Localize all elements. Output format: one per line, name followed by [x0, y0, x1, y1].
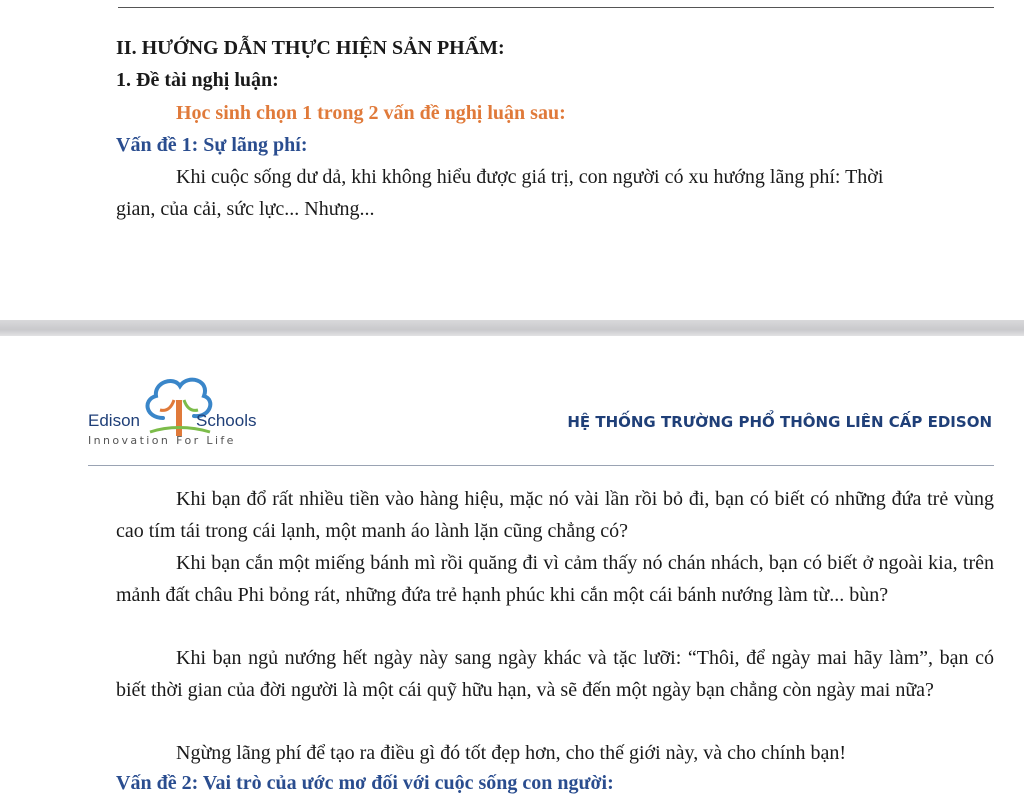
logo-word-edison: Edison: [88, 411, 140, 430]
school-system-title: HỆ THỐNG TRƯỜNG PHỔ THÔNG LIÊN CẤP EDISON: [567, 413, 992, 431]
paragraph-1: Khi bạn đổ rất nhiều tiền vào hàng hiệu, mặc nó vài lần rồi bỏ đi, bạn có biết có những đứa trẻ vùng cao tím tái trong cái lạnh, một manh áo lành lặn cũng chẳng có?: [116, 488, 994, 542]
instruction: Học sinh chọn 1 trong 2 vấn đề nghị luận sau:: [176, 102, 566, 124]
paragraph-4: Ngừng lãng phí để tạo ra điều gì đó tốt đẹp hơn, cho thế giới này, và cho chính bạn!: [176, 742, 846, 764]
top-rule: [118, 7, 994, 8]
issue1-line2: gian, của cải, sức lực... Nhưng...: [116, 198, 375, 220]
issue1-title: Vấn đề 1: Sự lãng phí:: [116, 134, 308, 156]
logo-tagline: Innovation For Life: [88, 434, 236, 447]
issue1-line1: Khi cuộc sống dư dả, khi không hiểu được giá trị, con người có xu hướng lãng phí: Thời: [176, 166, 884, 188]
logo-word-schools: Schools: [196, 411, 257, 430]
paragraph-2: Khi bạn cắn một miếng bánh mì rồi quăng đi vì cảm thấy nó chán nhách, bạn có biết ở ngoài kia, trên mảnh đất châu Phi bỏng rát, những đứa trẻ hạnh phúc khi cắn một cái bánh nướng làm từ... bùn?: [116, 552, 994, 606]
section-heading: II. HƯỚNG DẪN THỰC HIỆN SẢN PHẨM:: [116, 37, 505, 59]
issue2-title-cut-off: Vấn đề 2: Vai trò của ước mơ đối với cuộc sống con người:: [116, 772, 614, 794]
page-gap: [0, 320, 1024, 336]
document-page-1: [0, 0, 1024, 320]
paragraph-3: Khi bạn ngủ nướng hết ngày này sang ngày khác và tặc lưỡi: “Thôi, để ngày mai hãy làm”, bạn có biết thời gian của đời người là một cái quỹ hữu hạn, và sẽ đến một ngày bạn chẳng còn ngày mai nữa?: [116, 647, 994, 701]
subheading: 1. Đề tài nghị luận:: [116, 69, 279, 91]
header-rule: [88, 465, 994, 466]
